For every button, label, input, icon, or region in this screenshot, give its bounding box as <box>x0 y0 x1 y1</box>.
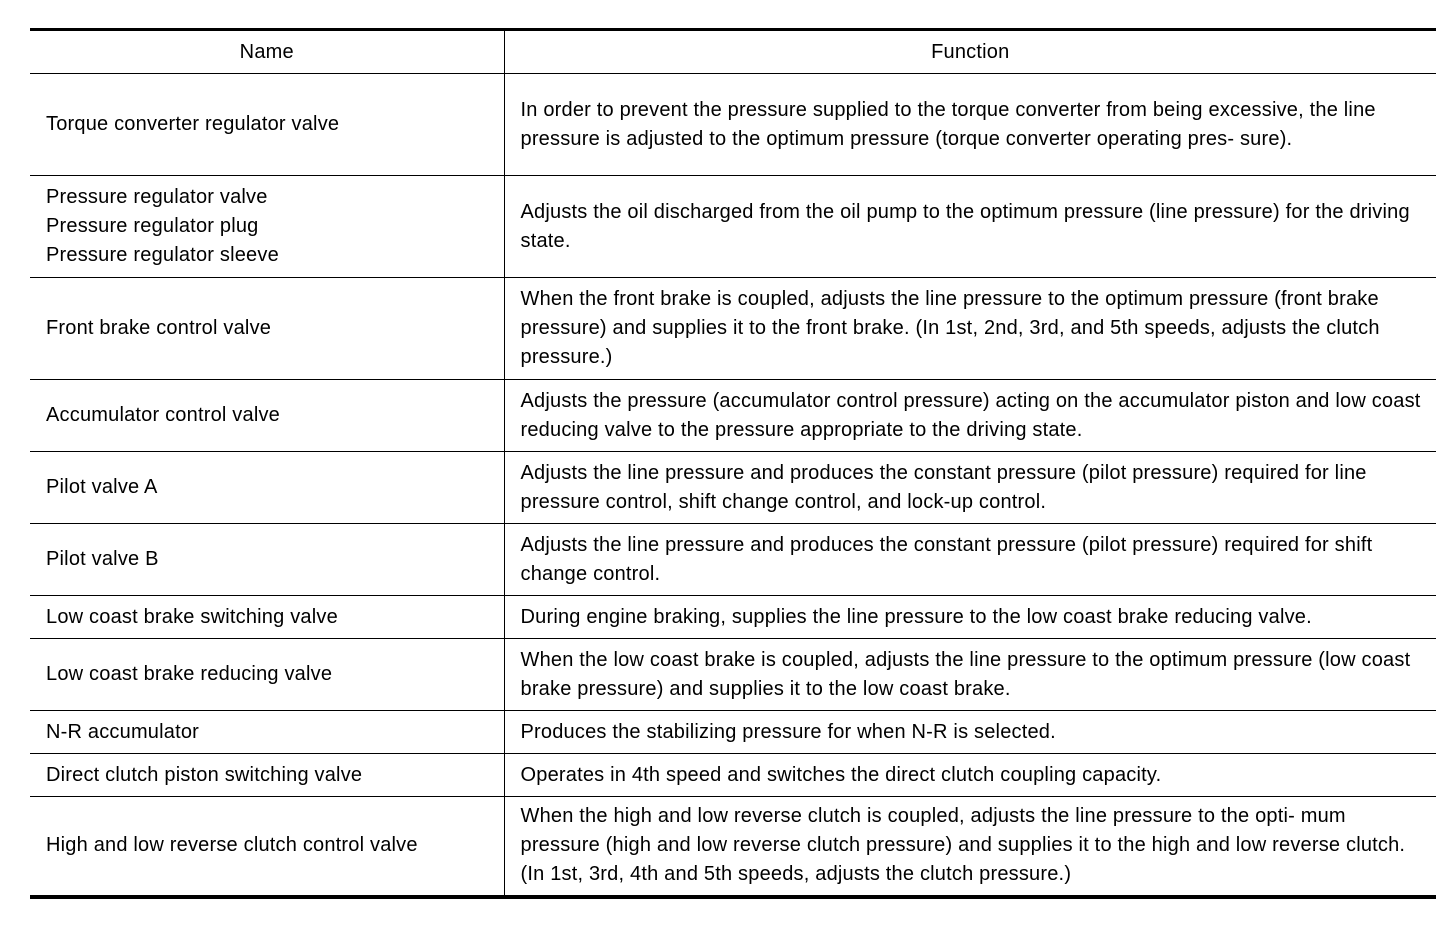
name-cell: Accumulator control valve <box>30 380 504 452</box>
name-cell: Direct clutch piston switching valve <box>30 754 504 797</box>
function-cell: When the low coast brake is coupled, adjusts the line pressure to the optimum pressure (low coast brake pressure) and supplies it to the low coast brake. <box>504 639 1436 711</box>
name-cell: Pressure regulator valve Pressure regulator plug Pressure regulator sleeve <box>30 176 504 278</box>
table-body <box>30 74 1436 897</box>
name-cell: Low coast brake reducing valve <box>30 639 504 711</box>
table-row <box>30 754 1436 797</box>
header-row <box>30 30 1436 74</box>
valve-function-table <box>30 28 1436 899</box>
name-cell: Front brake control valve <box>30 278 504 380</box>
function-cell: Operates in 4th speed and switches the direct clutch coupling capacity. <box>504 754 1436 797</box>
table-row <box>30 74 1436 176</box>
table-row <box>30 278 1436 380</box>
function-cell: When the high and low reverse clutch is coupled, adjusts the line pressure to the opti- mum pressure (high and low reverse clutch pressure) and supplies it to the high and low reverse clutch. (In 1st, 3rd, 4th and 5th speeds, adjusts the clutch pressure.) <box>504 797 1436 897</box>
table-row <box>30 596 1436 639</box>
function-cell: Produces the stabilizing pressure for when N-R is selected. <box>504 711 1436 754</box>
name-cell: N-R accumulator <box>30 711 504 754</box>
table-row <box>30 711 1436 754</box>
table-row <box>30 797 1436 897</box>
name-cell: Pilot valve B <box>30 524 504 596</box>
table-row <box>30 524 1436 596</box>
function-cell: Adjusts the line pressure and produces the constant pressure (pilot pressure) required for shift change control. <box>504 524 1436 596</box>
name-cell: Low coast brake switching valve <box>30 596 504 639</box>
table-row <box>30 639 1436 711</box>
function-cell: Adjusts the pressure (accumulator control pressure) acting on the accumulator piston and low coast reducing valve to the pressure appropriate to the driving state. <box>504 380 1436 452</box>
function-cell: Adjusts the oil discharged from the oil pump to the optimum pressure (line pressure) for the driving state. <box>504 176 1436 278</box>
name-cell: Torque converter regulator valve <box>30 74 504 176</box>
name-cell: High and low reverse clutch control valve <box>30 797 504 897</box>
table-header <box>30 30 1436 74</box>
table-row <box>30 452 1436 524</box>
name-cell: Pilot valve A <box>30 452 504 524</box>
function-cell: When the front brake is coupled, adjusts the line pressure to the optimum pressure (front brake pressure) and supplies it to the front brake. (In 1st, 2nd, 3rd, and 5th speeds, adjusts the clutch pressure.) <box>504 278 1436 380</box>
column-header-name: Name <box>30 30 504 74</box>
column-header-function: Function <box>504 30 1436 74</box>
function-cell: During engine braking, supplies the line pressure to the low coast brake reducing valve. <box>504 596 1436 639</box>
table-row <box>30 380 1436 452</box>
function-cell: In order to prevent the pressure supplied to the torque converter from being excessive, the line pressure is adjusted to the optimum pressure (torque converter operating pres- sure). <box>504 74 1436 176</box>
table-row <box>30 176 1436 278</box>
function-cell: Adjusts the line pressure and produces the constant pressure (pilot pressure) required for line pressure control, shift change control, and lock-up control. <box>504 452 1436 524</box>
